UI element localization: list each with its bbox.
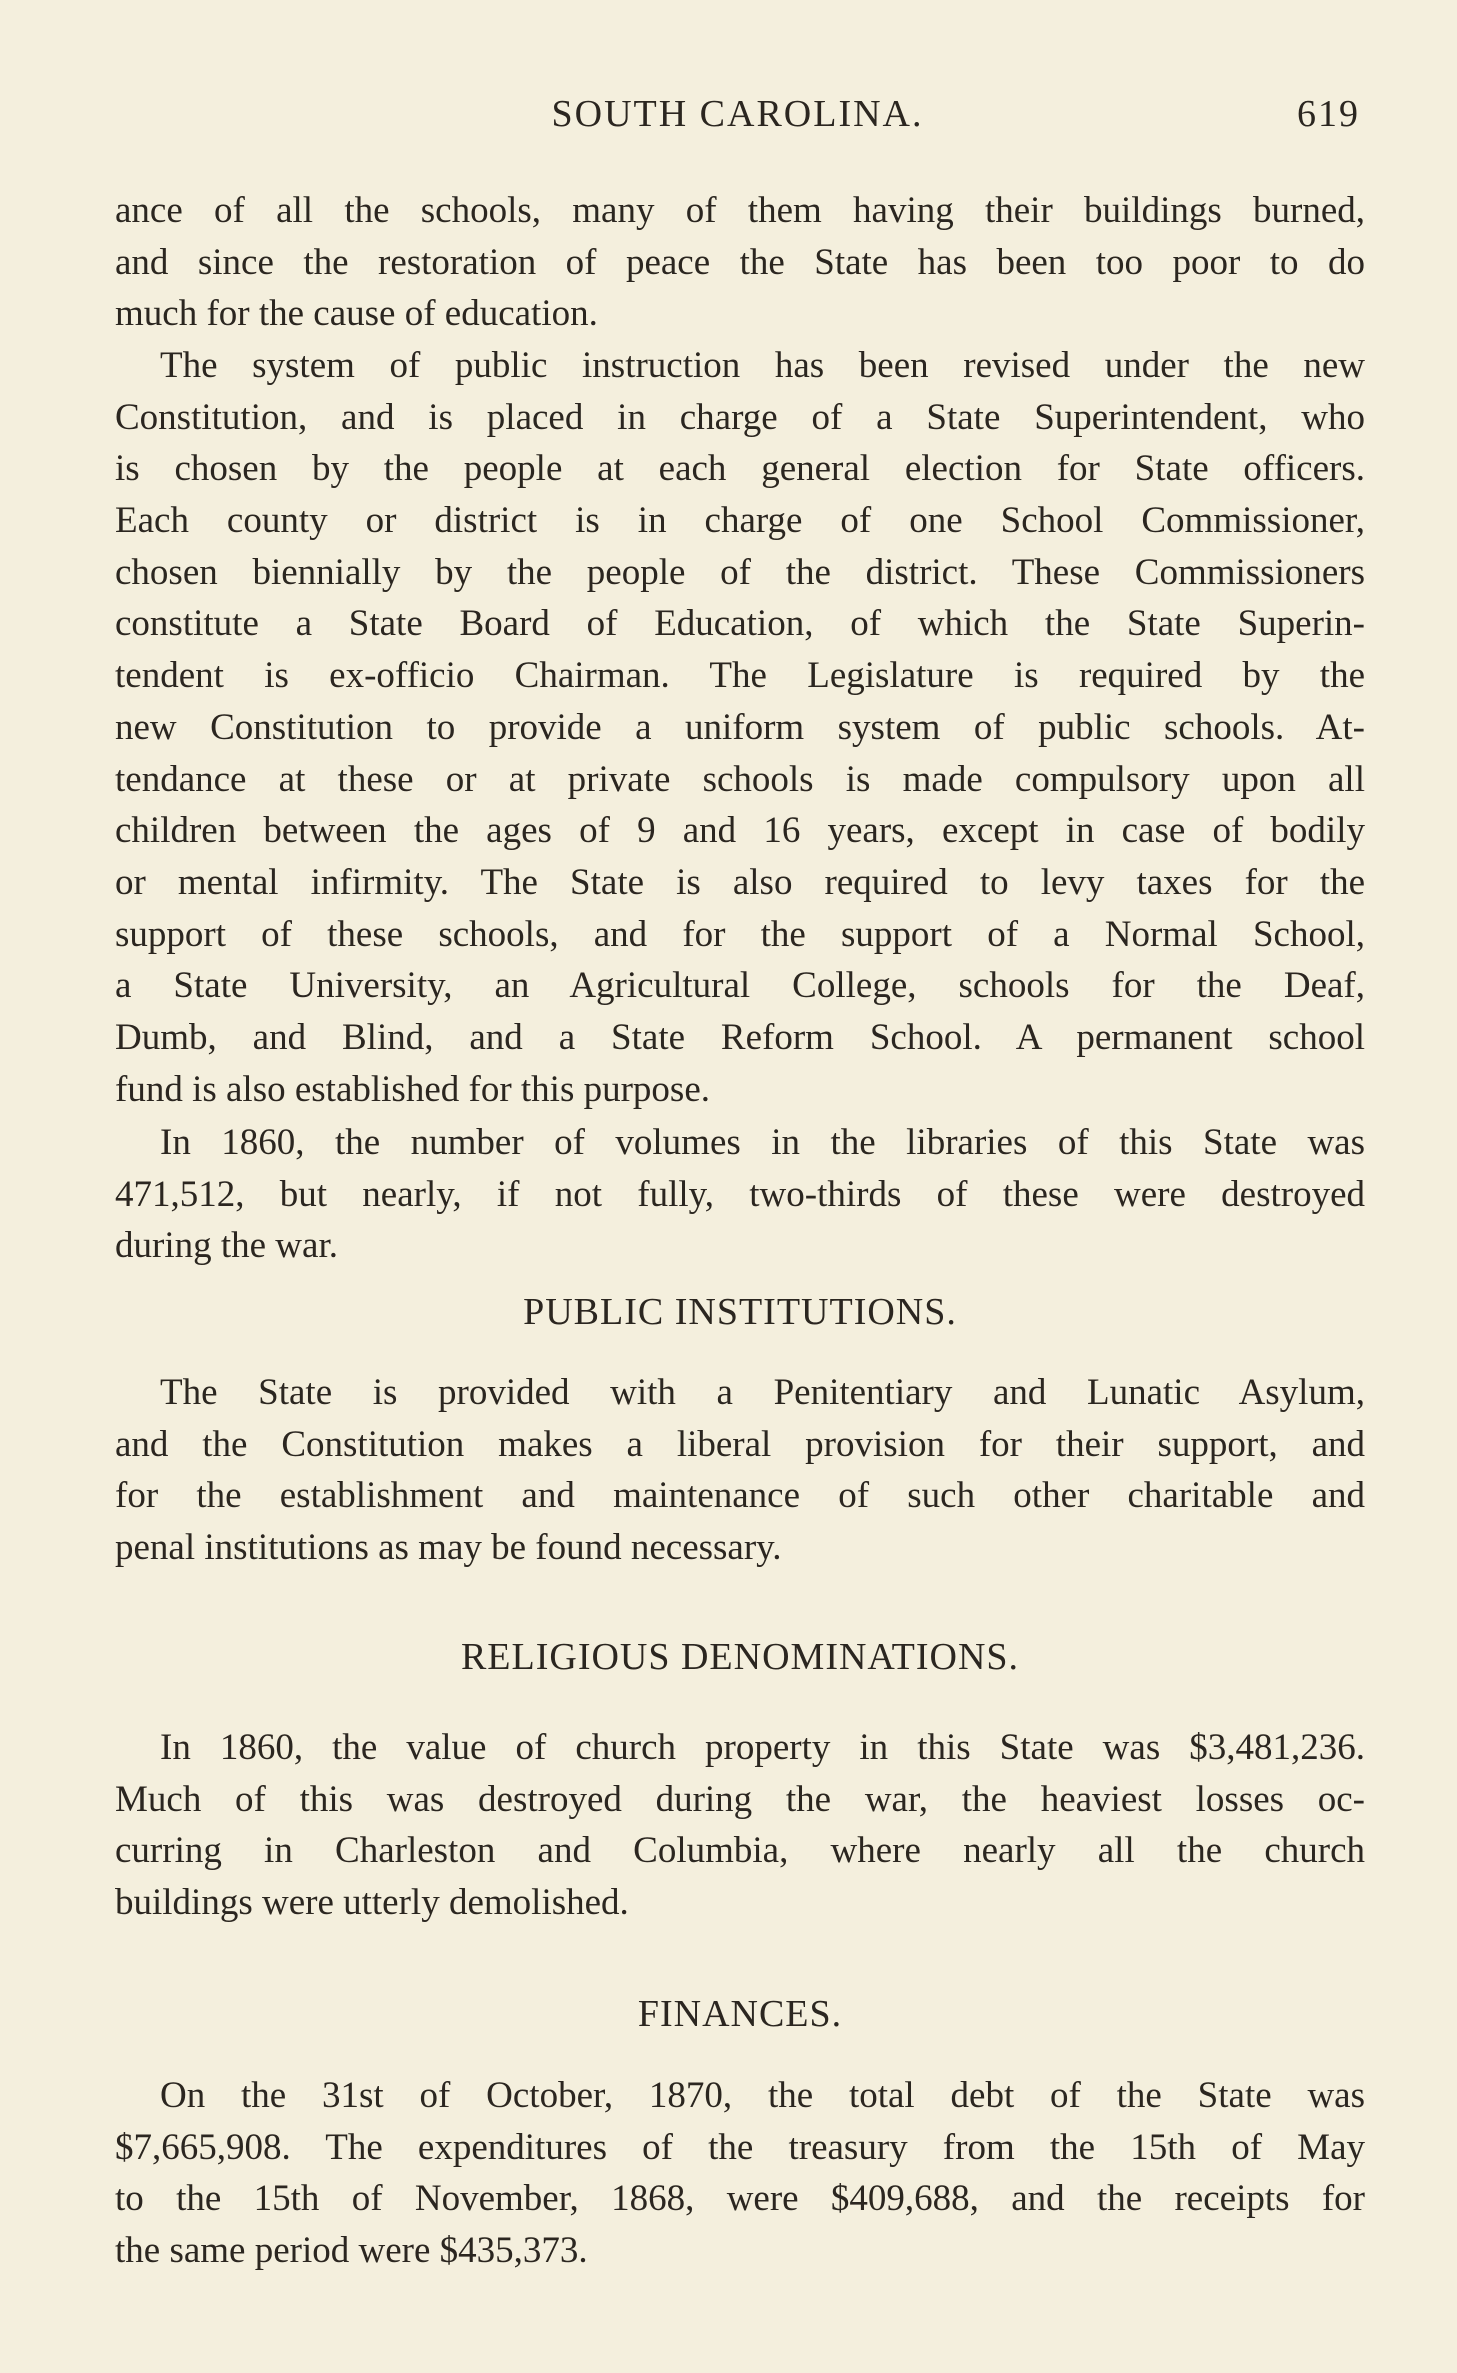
paragraph-finances xyxy=(115,2070,1365,2277)
text-line: the same period were $435,373. xyxy=(115,2230,588,2272)
text-line: constitute a State Board of Education, of which the State Superin- xyxy=(115,603,1365,645)
text-line: fund is also established for this purpose. xyxy=(115,1068,710,1110)
text-line: Dumb, and Blind, and a State Reform School. A permanent school xyxy=(115,1016,1365,1058)
text-line: support of these schools, and for the support of a Normal School, xyxy=(115,913,1365,955)
text-line: Each county or district is in charge of one School Commissioner, xyxy=(115,500,1365,542)
text-line: On the 31st of October, 1870, the total debt of the State was xyxy=(160,2075,1365,2116)
text-line: and the Constitution makes a liberal provision for their support, and xyxy=(115,1423,1365,1465)
paragraph-church-property xyxy=(115,1722,1365,1929)
text-line: new Constitution to provide a uniform system of public schools. At- xyxy=(115,706,1365,748)
text-line: is chosen by the people at each general election for State officers. xyxy=(115,448,1365,490)
text-line: much for the cause of education. xyxy=(115,293,598,335)
text-line: In 1860, the value of church property in this State was $3,481,236. xyxy=(160,1727,1365,1768)
text-line: buildings were utterly demolished. xyxy=(115,1882,629,1924)
paragraph-education-end xyxy=(115,185,1365,340)
text-line: during the war. xyxy=(115,1225,338,1267)
text-line: tendance at these or at private schools is made compulsory upon all xyxy=(115,758,1365,800)
text-line: The State is provided with a Penitentiary and Lunatic Asylum, xyxy=(160,1372,1365,1413)
text-line: or mental infirmity. The State is also required to levy taxes for the xyxy=(115,861,1365,903)
text-line: and since the restoration of peace the State has been too poor to do xyxy=(115,241,1365,283)
text-line: The system of public instruction has been revised under the new xyxy=(160,345,1365,386)
text-line: Constitution, and is placed in charge of a State Superintendent, who xyxy=(115,396,1365,438)
text-line: $7,665,908. The expenditures of the treasury from the 15th of May xyxy=(115,2126,1365,2168)
section-heading-religious-denominations: RELIGIOUS DENOMINATIONS. xyxy=(460,1636,1020,1678)
text-line: Much of this was destroyed during the war, the heaviest losses oc- xyxy=(115,1778,1365,1820)
running-title: SOUTH CAROLINA. xyxy=(551,93,924,135)
paragraph-institutions xyxy=(115,1367,1365,1574)
section-heading-finances: FINANCES. xyxy=(637,1993,843,2035)
text-line: In 1860, the number of volumes in the libraries of this State was xyxy=(160,1122,1365,1163)
running-header xyxy=(115,92,1360,142)
paragraph-libraries xyxy=(115,1117,1365,1272)
text-line: to the 15th of November, 1868, were $409,688, and the receipts for xyxy=(115,2178,1365,2220)
paragraph-public-instruction xyxy=(115,340,1365,1115)
text-line: for the establishment and maintenance of such other charitable and xyxy=(115,1475,1365,1517)
text-line: ance of all the schools, many of them having their buildings burned, xyxy=(115,190,1365,231)
text-line: penal institutions as may be found necessary. xyxy=(115,1527,782,1569)
text-line: tendent is ex-officio Chairman. The Legislature is required by the xyxy=(115,655,1365,697)
text-line: chosen biennially by the people of the district. These Commissioners xyxy=(115,551,1365,593)
text-line: curring in Charleston and Columbia, where nearly all the church xyxy=(115,1830,1365,1872)
text-line: 471,512, but nearly, if not fully, two-thirds of these were destroyed xyxy=(115,1173,1365,1215)
section-heading-public-institutions: PUBLIC INSTITUTIONS. xyxy=(523,1291,957,1333)
text-line: a State University, an Agricultural College, schools for the Deaf, xyxy=(115,965,1365,1007)
text-line: children between the ages of 9 and 16 years, except in case of bodily xyxy=(115,810,1365,852)
page-number: 619 xyxy=(1297,93,1360,135)
